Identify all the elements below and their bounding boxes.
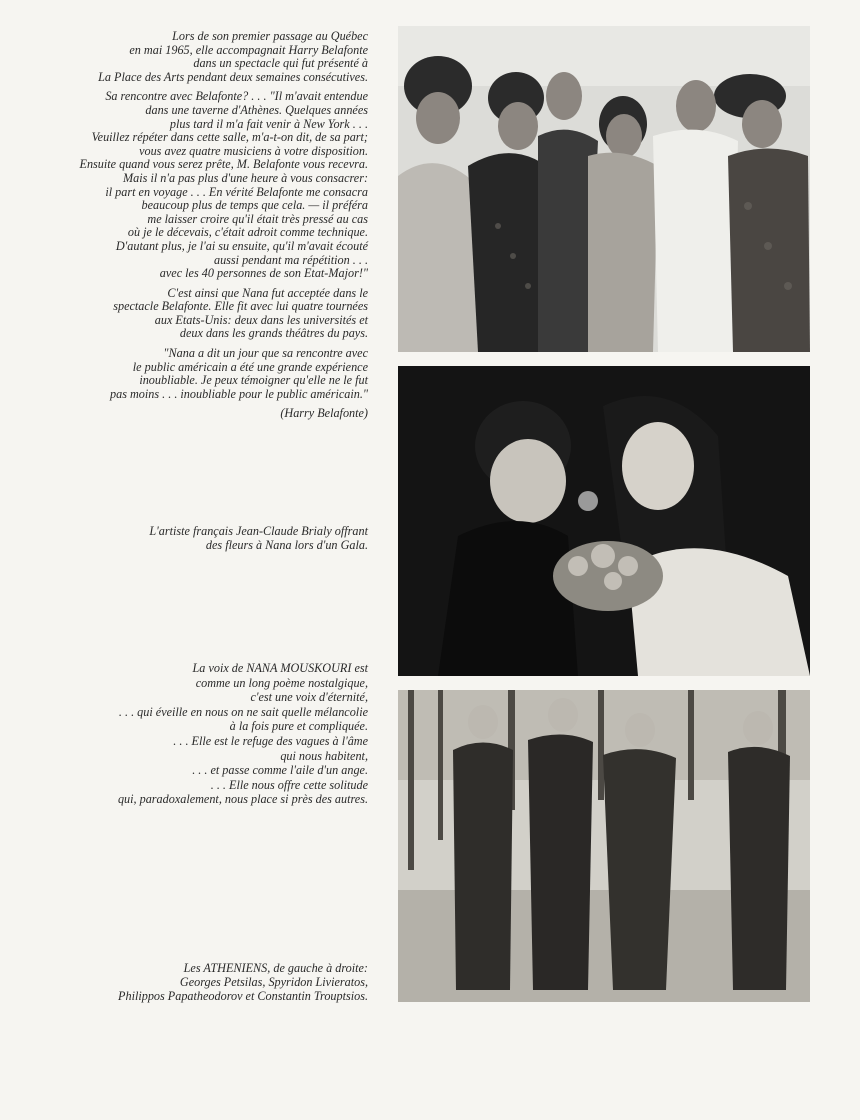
text-line: aux Etats-Unis: deux dans les universités et xyxy=(154,312,368,327)
tour-paragraph xyxy=(40,287,368,341)
text-line: L'artiste français Jean-Claude Brialy offrant xyxy=(149,524,368,538)
text-line: . . . et passe comme l'aile d'un ange. xyxy=(192,763,368,778)
text-line: c'est une voix d'éternité, xyxy=(250,690,368,705)
photo-atheniens xyxy=(398,690,810,1002)
text-line: "Nana a dit un jour que sa rencontre avec xyxy=(163,346,368,361)
text-line: inoubliable. Je peux témoigner qu'elle ne le fut xyxy=(139,373,368,388)
poem-text xyxy=(40,661,368,807)
photo-atheniens-image xyxy=(398,690,810,1002)
text-line: . . . Elle est le refuge des vagues à l'âme xyxy=(173,733,368,748)
caption-brialy xyxy=(40,524,368,552)
intro-paragraph xyxy=(40,30,368,84)
belafonte-quote-paragraph xyxy=(40,90,368,280)
text-line: il part en voyage . . . En vérité Belafonte me consacra xyxy=(105,184,368,199)
text-line: D'autant plus, je l'ai su ensuite, qu'il m'avait écouté xyxy=(115,238,368,253)
text-line: La Place des Arts pendant deux semaines consécutives. xyxy=(98,69,368,84)
text-line: Les ATHENIENS, de gauche à droite: xyxy=(183,961,368,975)
text-line: C'est ainsi que Nana fut acceptée dans le xyxy=(167,285,368,300)
text-line: à la fois pure et compliquée. xyxy=(229,719,368,734)
text-line: dans un spectacle qui fut présenté à xyxy=(193,56,368,71)
text-line: Philippos Papatheodorov et Constantin Trouptsios. xyxy=(118,989,368,1003)
text-line: comme un long poème nostalgique, xyxy=(195,675,368,690)
text-line: des fleurs à Nana lors d'un Gala. xyxy=(205,538,368,552)
text-line: qui, paradoxalement, nous place si près des autres. xyxy=(117,792,368,807)
photo-brialy-nana-image xyxy=(398,366,810,676)
text-line: dans une taverne d'Athènes. Quelques années xyxy=(145,102,368,117)
photo-brialy-nana xyxy=(398,366,810,676)
caption-atheniens xyxy=(40,961,368,1003)
text-line: spectacle Belafonte. Elle fit avec lui quatre tournées xyxy=(113,299,368,314)
text-line: Georges Petsilas, Spyridon Livieratos, xyxy=(179,975,368,989)
quote-attribution: (Harry Belafonte) xyxy=(280,406,368,421)
photo-belafonte-group xyxy=(398,26,810,352)
text-line: vous avez quatre musiciens à votre disposition. xyxy=(139,143,368,158)
text-line: Mais il n'a pas plus d'une heure à vous consacrer: xyxy=(123,170,368,185)
text-line: qui nous habitent, xyxy=(280,748,368,763)
american-public-quote xyxy=(40,347,368,421)
text-line: le public américain a été une grande expérience xyxy=(132,359,368,374)
text-line: . . . qui éveille en nous on ne sait quelle mélancolie xyxy=(118,704,368,719)
text-line: en mai 1965, elle accompagnait Harry Belafonte xyxy=(129,42,368,57)
text-line: beaucoup plus de temps que cela. — il préféra xyxy=(141,198,368,213)
text-line: Ensuite quand vous serez prête, M. Belafonte vous recevra. xyxy=(79,157,368,172)
text-line: . . . Elle nous offre cette solitude xyxy=(210,777,368,792)
text-line: deux dans les grands théâtres du pays. xyxy=(179,326,368,341)
text-line: où je le décevais, c'était adroit comme technique. xyxy=(127,225,368,240)
article-text xyxy=(40,30,368,427)
text-line: Sa rencontre avec Belafonte? . . . "Il m'avait entendue xyxy=(105,89,368,104)
text-line: me laisser croire qu'il était très pressé au cas xyxy=(147,211,368,226)
text-line: La voix de NANA MOUSKOURI est xyxy=(192,661,368,675)
text-line: Veuillez répéter dans cette salle, m'a-t-on dit, de sa part; xyxy=(91,130,368,145)
text-line: Lors de son premier passage au Québec xyxy=(172,29,368,43)
text-line: aussi pendant ma répétition . . . xyxy=(213,252,368,267)
text-line: pas moins . . . inoubliable pour le public américain." xyxy=(110,386,368,401)
photo-belafonte-group-image xyxy=(398,26,810,352)
text-line: plus tard il m'a fait venir à New York . . . xyxy=(169,116,368,131)
text-line: avec les 40 personnes de son Etat-Major!" xyxy=(159,266,368,281)
